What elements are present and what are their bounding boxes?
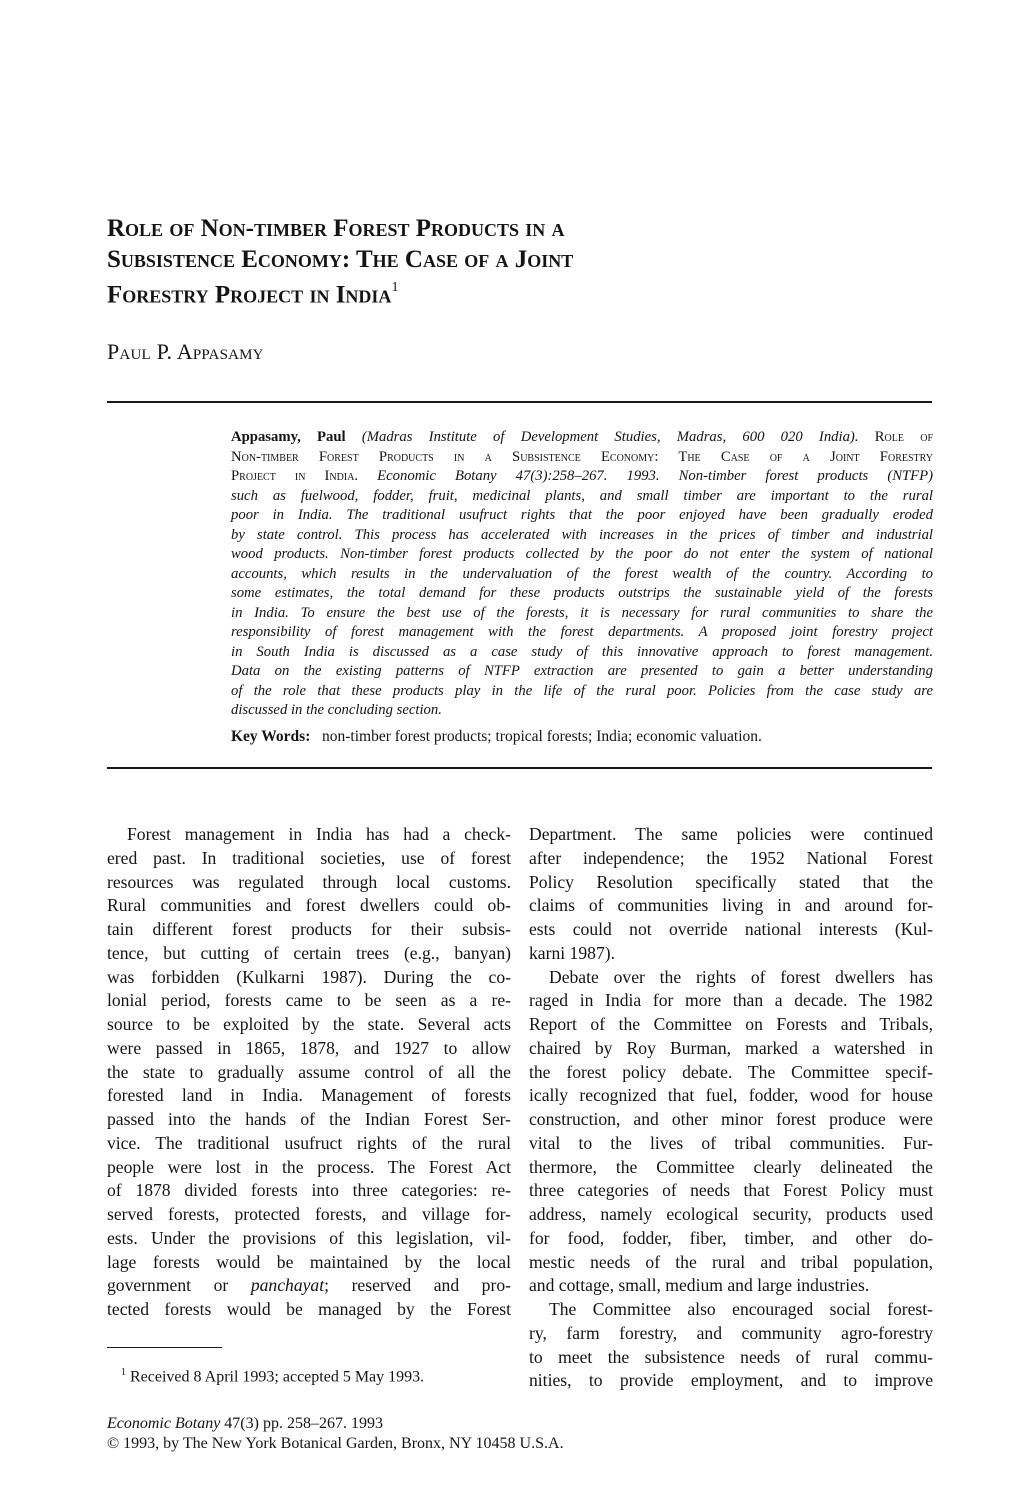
body-line: Department. The same policies were continued	[529, 824, 933, 844]
journal-info	[107, 1414, 564, 1454]
body-line: mestic needs of the rural and tribal population,	[529, 1251, 933, 1272]
body-line: construction, and other minor forest produce were	[529, 1109, 933, 1129]
footnote-mark: 1	[121, 1367, 126, 1378]
article-title	[107, 214, 827, 311]
abstract-line	[231, 428, 933, 448]
body-line: ests could not override national interests (Kul-	[529, 919, 933, 939]
body-line: ry, farm forestry, and community agro-forestry	[529, 1322, 933, 1343]
keywords-text: non-timber forest products; tropical forests; India; economic valuation.	[322, 728, 762, 745]
body-column-left	[107, 823, 511, 1322]
abstract-line: accounts, which results in the undervaluation of the forest wealth of the country. According to	[231, 565, 933, 582]
body-line: tected forests would be managed by the Forest	[107, 1299, 511, 1319]
body-line: lage forests would be maintained by the local	[107, 1251, 511, 1272]
journal-citation: 47(3) pp. 258–267. 1993	[224, 1415, 383, 1432]
abstract-line: responsibility of forest management with the forest departments. A proposed joint forestry project	[231, 624, 933, 640]
abstract-line: discussed in the concluding section.	[231, 702, 442, 718]
abstract-affiliation: (Madras Institute of Development Studies, Madras, 600 020 India).	[361, 429, 859, 445]
abstract	[231, 428, 933, 721]
title-line-1: Role of Non-timber Forest Products in a	[107, 215, 565, 242]
abstract-line: some estimates, the total demand for these products outstrips the sustainable yield of the forests	[231, 585, 933, 601]
footnote-rule	[107, 1347, 222, 1348]
abstract-title-part-3: Project in India.	[231, 468, 359, 484]
body-line: thermore, the Committee clearly delineated the	[529, 1156, 933, 1177]
body-line: the state to gradually assume control of all the	[107, 1061, 511, 1082]
body-line: raged in India for more than a decade. The 1982	[529, 990, 933, 1011]
title-line-2: Subsistence Economy: The Case of a Joint	[107, 245, 574, 273]
body-line: was forbidden (Kulkarni 1987). During the co-	[107, 966, 511, 987]
body-line: of 1878 divided forests into three categories: re-	[107, 1180, 511, 1201]
body-line: and cottage, small, medium and large industries.	[529, 1275, 870, 1296]
abstract-title-part-2: Non-timber Forest Products in a Subsistence Economy: The Case of a Joint Forestry	[231, 448, 933, 465]
body-line-italic: panchayat	[250, 1275, 325, 1296]
footnote	[121, 1367, 424, 1386]
copyright-line: © 1993, by The New York Botanical Garden, Bronx, NY 10458 U.S.A.	[107, 1435, 564, 1452]
abstract-line: such as fuelwood, fodder, fruit, medicinal plants, and small timber are important to the rural	[231, 487, 933, 504]
keywords	[231, 728, 762, 746]
keywords-label: Key Words:	[231, 728, 311, 745]
body-line: address, namely ecological security, products used	[529, 1204, 933, 1224]
body-line: vital to the lives of tribal communities. Fur-	[529, 1132, 933, 1153]
body-line: vice. The traditional usufruct rights of the rural	[107, 1132, 511, 1153]
footnote-text: Received 8 April 1993; accepted 5 May 1993.	[130, 1368, 425, 1386]
body-line: tain different forest products for their subsis-	[107, 919, 511, 939]
body-line: were passed in 1865, 1878, and 1927 to allow	[107, 1037, 511, 1058]
body-line: The Committee also encouraged social forest-	[549, 1299, 933, 1319]
body-line: ered past. In traditional societies, use of forest	[107, 847, 511, 868]
body-line: ically recognized that fuel, fodder, wood for house	[529, 1085, 933, 1106]
abstract-citation: Economic Botany 47(3):258–267. 1993. Non-timber forest products (NTFP)	[377, 468, 934, 484]
body-line: passed into the hands of the Indian Forest Ser-	[107, 1109, 511, 1129]
body-line: chaired by Roy Burman, marked a watershed in	[529, 1037, 933, 1058]
body-line: Forest management in India has had a check-	[127, 824, 511, 844]
abstract-line: in South India is discussed as a case study of this innovative approach to forest management.	[231, 643, 933, 660]
abstract-line: Data on the existing patterns of NTFP extraction are presented to gain a better understanding	[231, 663, 933, 679]
body-column-right	[529, 823, 933, 1393]
body-line: lonial period, forests came to be seen as a re-	[107, 990, 511, 1011]
body-line: people were lost in the process. The Forest Act	[107, 1156, 511, 1177]
body-line: the forest policy debate. The Committee specif-	[529, 1061, 933, 1082]
body-line: after independence; the 1952 National Forest	[529, 847, 933, 868]
abstract-line: of the role that these products play in the life of the rural poor. Policies from the case study are	[231, 682, 933, 699]
body-line: source to be exploited by the state. Several acts	[107, 1014, 511, 1034]
body-line: tence, but cutting of certain trees (e.g., banyan)	[107, 942, 511, 963]
body-line	[107, 1274, 511, 1298]
abstract-line: in India. To ensure the best use of the forests, it is necessary for rural communities to share the	[231, 604, 933, 621]
title-footnote-mark: 1	[391, 280, 399, 295]
bottom-rule	[107, 767, 932, 769]
abstract-line: wood products. Non-timber forest products collected by the poor do not enter the system of national	[231, 546, 933, 562]
body-line: nities, to provide employment, and to improve	[529, 1370, 933, 1391]
body-line-part: government or	[107, 1275, 229, 1296]
body-line: Debate over the rights of forest dwellers has	[549, 966, 933, 987]
abstract-line	[231, 467, 933, 487]
journal-citation-line	[107, 1414, 564, 1434]
body-line: ests. Under the provisions of this legislation, vil-	[107, 1227, 511, 1248]
title-line-3-text: Forestry Project in India	[107, 281, 392, 309]
abstract-title-part-1: Role of	[874, 429, 934, 445]
body-line: to meet the subsistence needs of rural commu-	[529, 1346, 933, 1367]
title-line-3	[107, 275, 827, 311]
body-line: for food, fodder, fiber, timber, and other do-	[529, 1227, 933, 1248]
abstract-line: poor in India. The traditional usufruct rights that the poor enjoyed have been gradually eroded	[231, 507, 933, 523]
body-line-part: ; reserved and pro-	[324, 1275, 511, 1296]
abstract-author: Appasamy, Paul	[231, 429, 346, 445]
journal-name: Economic Botany	[107, 1415, 221, 1432]
body-line: Policy Resolution specifically stated that the	[529, 871, 933, 892]
body-line: three categories of needs that Forest Policy must	[529, 1180, 933, 1201]
abstract-line: by state control. This process has accelerated with increases in the prices of timber and industrial	[231, 526, 933, 543]
body-line: resources was regulated through local customs.	[107, 871, 511, 892]
body-line: Report of the Committee on Forests and Tribals,	[529, 1014, 933, 1034]
body-line: karni 1987).	[529, 942, 615, 963]
body-line: served forests, protected forests, and village for-	[107, 1204, 511, 1224]
body-line: Rural communities and forest dwellers could ob-	[107, 895, 511, 916]
author-name: Paul P. Appasamy	[107, 339, 264, 364]
body-line: claims of communities living in and around for-	[529, 895, 933, 916]
body-line: forested land in India. Management of forests	[107, 1085, 511, 1106]
top-rule	[107, 401, 932, 403]
